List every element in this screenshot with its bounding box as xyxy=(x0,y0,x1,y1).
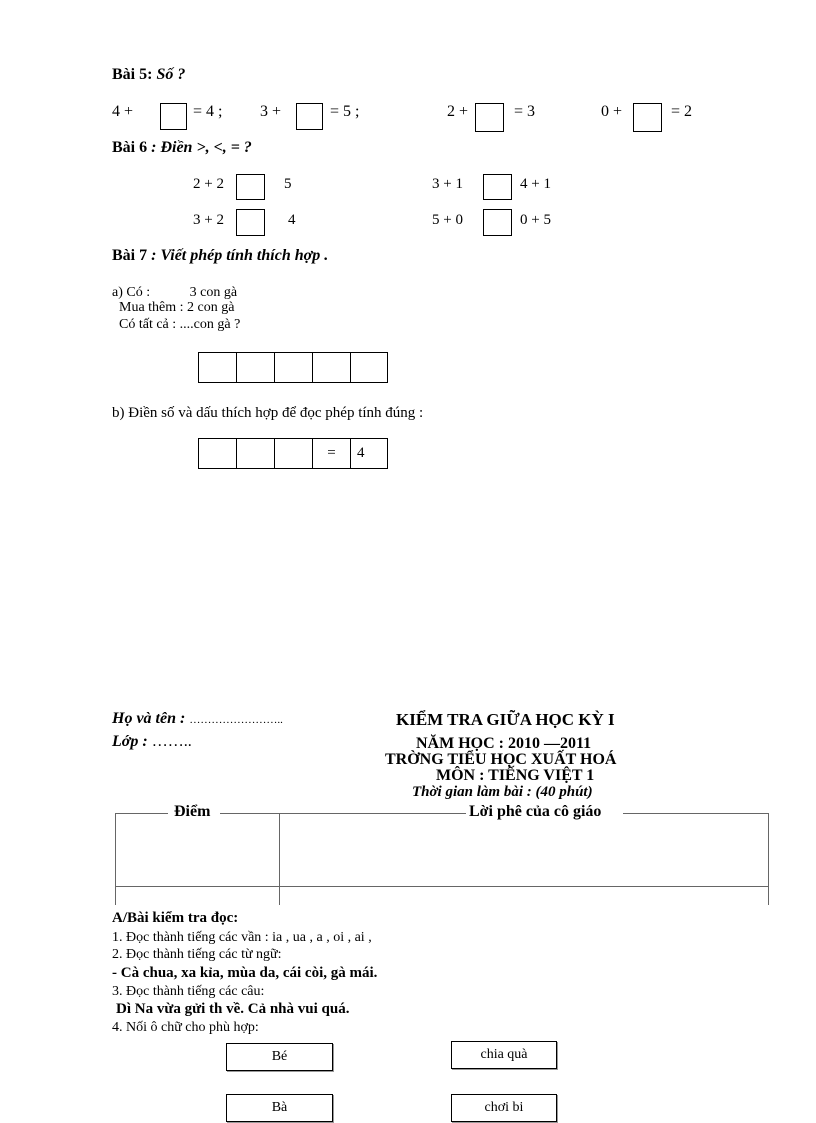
bai6-r2-left: 3 + 2 xyxy=(193,212,224,228)
answer-box[interactable] xyxy=(475,103,504,132)
exam-time: Thời gian làm bài : (40 phút) xyxy=(412,784,593,800)
reading-line-2: 2. Đọc thành tiếng các từ ngữ: xyxy=(112,947,282,962)
reading-line-6: 4. Nối ô chữ cho phù hợp: xyxy=(112,1020,259,1035)
comment-area[interactable] xyxy=(281,815,767,885)
bai5-title xyxy=(112,66,185,84)
frame-divider xyxy=(279,813,280,905)
subject: MÔN : TIẾNG VIỆT 1 xyxy=(436,767,595,784)
bai6-r2b-right: 0 + 5 xyxy=(520,212,551,228)
compare-box[interactable] xyxy=(236,174,265,200)
bai6-r1b-right: 4 + 1 xyxy=(520,176,551,192)
reading-line-1: 1. Đọc thành tiếng các vần : ia , ua , a , oi , ai , xyxy=(112,930,372,945)
student-class-line xyxy=(112,733,192,751)
bai6-r2b-left: 5 + 0 xyxy=(432,212,463,228)
class-label: Lớp : xyxy=(112,733,148,750)
bai5-eq2-left: 3 + xyxy=(260,103,282,120)
exam-title: KIỂM TRA GIỮA HỌC KỲ I xyxy=(396,710,615,729)
answer-box[interactable] xyxy=(633,103,662,132)
frame-bottom xyxy=(115,886,769,887)
bai7-title xyxy=(112,247,328,265)
name-label: Họ và tên : xyxy=(112,710,186,727)
bai6-instruction: : Điền >, <, = ? xyxy=(151,139,252,156)
frame-top-mid xyxy=(220,813,466,814)
score-label: Điểm xyxy=(174,803,211,820)
frame-right xyxy=(768,813,769,905)
bai5-eq1-right: = 4 ; xyxy=(193,103,223,120)
frame-top-right xyxy=(623,813,769,814)
answer-cell[interactable] xyxy=(274,438,313,469)
match-box-left-2[interactable]: Bà xyxy=(226,1094,333,1122)
answer-cell[interactable] xyxy=(236,352,275,383)
bai5-question: Số ? xyxy=(156,66,186,83)
bai6-r1-left: 2 + 2 xyxy=(193,176,224,192)
class-dots[interactable]: …….. xyxy=(151,733,192,750)
compare-box[interactable] xyxy=(236,209,265,236)
bai5-eq1-left: 4 + xyxy=(112,103,134,120)
bai7-label: Bài 7 xyxy=(112,247,148,264)
bai7-a-value: 3 con gà xyxy=(189,285,238,300)
answer-box[interactable] xyxy=(160,103,187,130)
school-name: TRỜNG TIỂU HỌC XUẤT HOÁ xyxy=(385,751,617,768)
bai5-eq2-right: = 5 ; xyxy=(330,103,360,120)
reading-line-4: 3. Đọc thành tiếng các câu: xyxy=(112,984,265,999)
answer-cell[interactable] xyxy=(236,438,275,469)
reading-line-3: - Cà chua, xa kỉa, mùa da, cái còi, gà mái. xyxy=(112,965,378,981)
answer-cell[interactable] xyxy=(198,352,237,383)
bai7-a-line2: Mua thêm : 2 con gà xyxy=(119,300,235,315)
bai5-eq3-left: 2 + xyxy=(447,103,469,120)
compare-box[interactable] xyxy=(483,209,512,236)
bai5-label: Bài 5: xyxy=(112,66,153,83)
bai7-a-label: a) Có : xyxy=(112,285,151,300)
name-dots[interactable]: …………………….. xyxy=(189,714,283,726)
answer-cell[interactable] xyxy=(350,352,388,383)
school-year: NĂM HỌC : 2010 —2011 xyxy=(416,735,592,752)
answer-cell[interactable] xyxy=(198,438,237,469)
frame-top-left xyxy=(115,813,168,814)
bai6-label: Bài 6 xyxy=(112,139,148,156)
match-box-left-1[interactable]: Bé xyxy=(226,1043,333,1071)
reading-title: A/Bài kiểm tra đọc: xyxy=(112,910,239,926)
answer-cell[interactable] xyxy=(274,352,313,383)
reading-line-5: Dì Na vừa gửi th về. Cả nhà vui quá. xyxy=(116,1001,350,1017)
comment-label: Lời phê của cô giáo xyxy=(469,803,602,820)
bai6-title xyxy=(112,139,252,157)
equals-cell: = xyxy=(312,438,351,469)
match-box-right-2[interactable]: chơi bi xyxy=(451,1094,557,1122)
bai6-r2-right: 4 xyxy=(288,212,296,228)
result-cell: 4 xyxy=(350,438,388,469)
compare-box[interactable] xyxy=(483,174,512,200)
answer-cell[interactable] xyxy=(312,352,351,383)
bai6-r1-right: 5 xyxy=(284,176,292,192)
answer-box[interactable] xyxy=(296,103,323,130)
bai7-a-line3: Có tất cả : ....con gà ? xyxy=(119,317,241,332)
student-name-line xyxy=(112,710,283,728)
bai5-eq3-right: = 3 xyxy=(514,103,536,120)
bai5-eq4-right: = 2 xyxy=(671,103,693,120)
bai7-instruction: : Viết phép tính thích hợp . xyxy=(151,247,329,264)
bai6-r1b-left: 3 + 1 xyxy=(432,176,463,192)
score-area[interactable] xyxy=(116,815,278,885)
bai5-eq4-left: 0 + xyxy=(601,103,623,120)
bai7-b-text: b) Điền số và dấu thích hợp để đọc phép tính đúng : xyxy=(112,405,424,421)
bai7-a-line1 xyxy=(112,286,237,300)
match-box-right-1[interactable]: chia quà xyxy=(451,1041,557,1069)
